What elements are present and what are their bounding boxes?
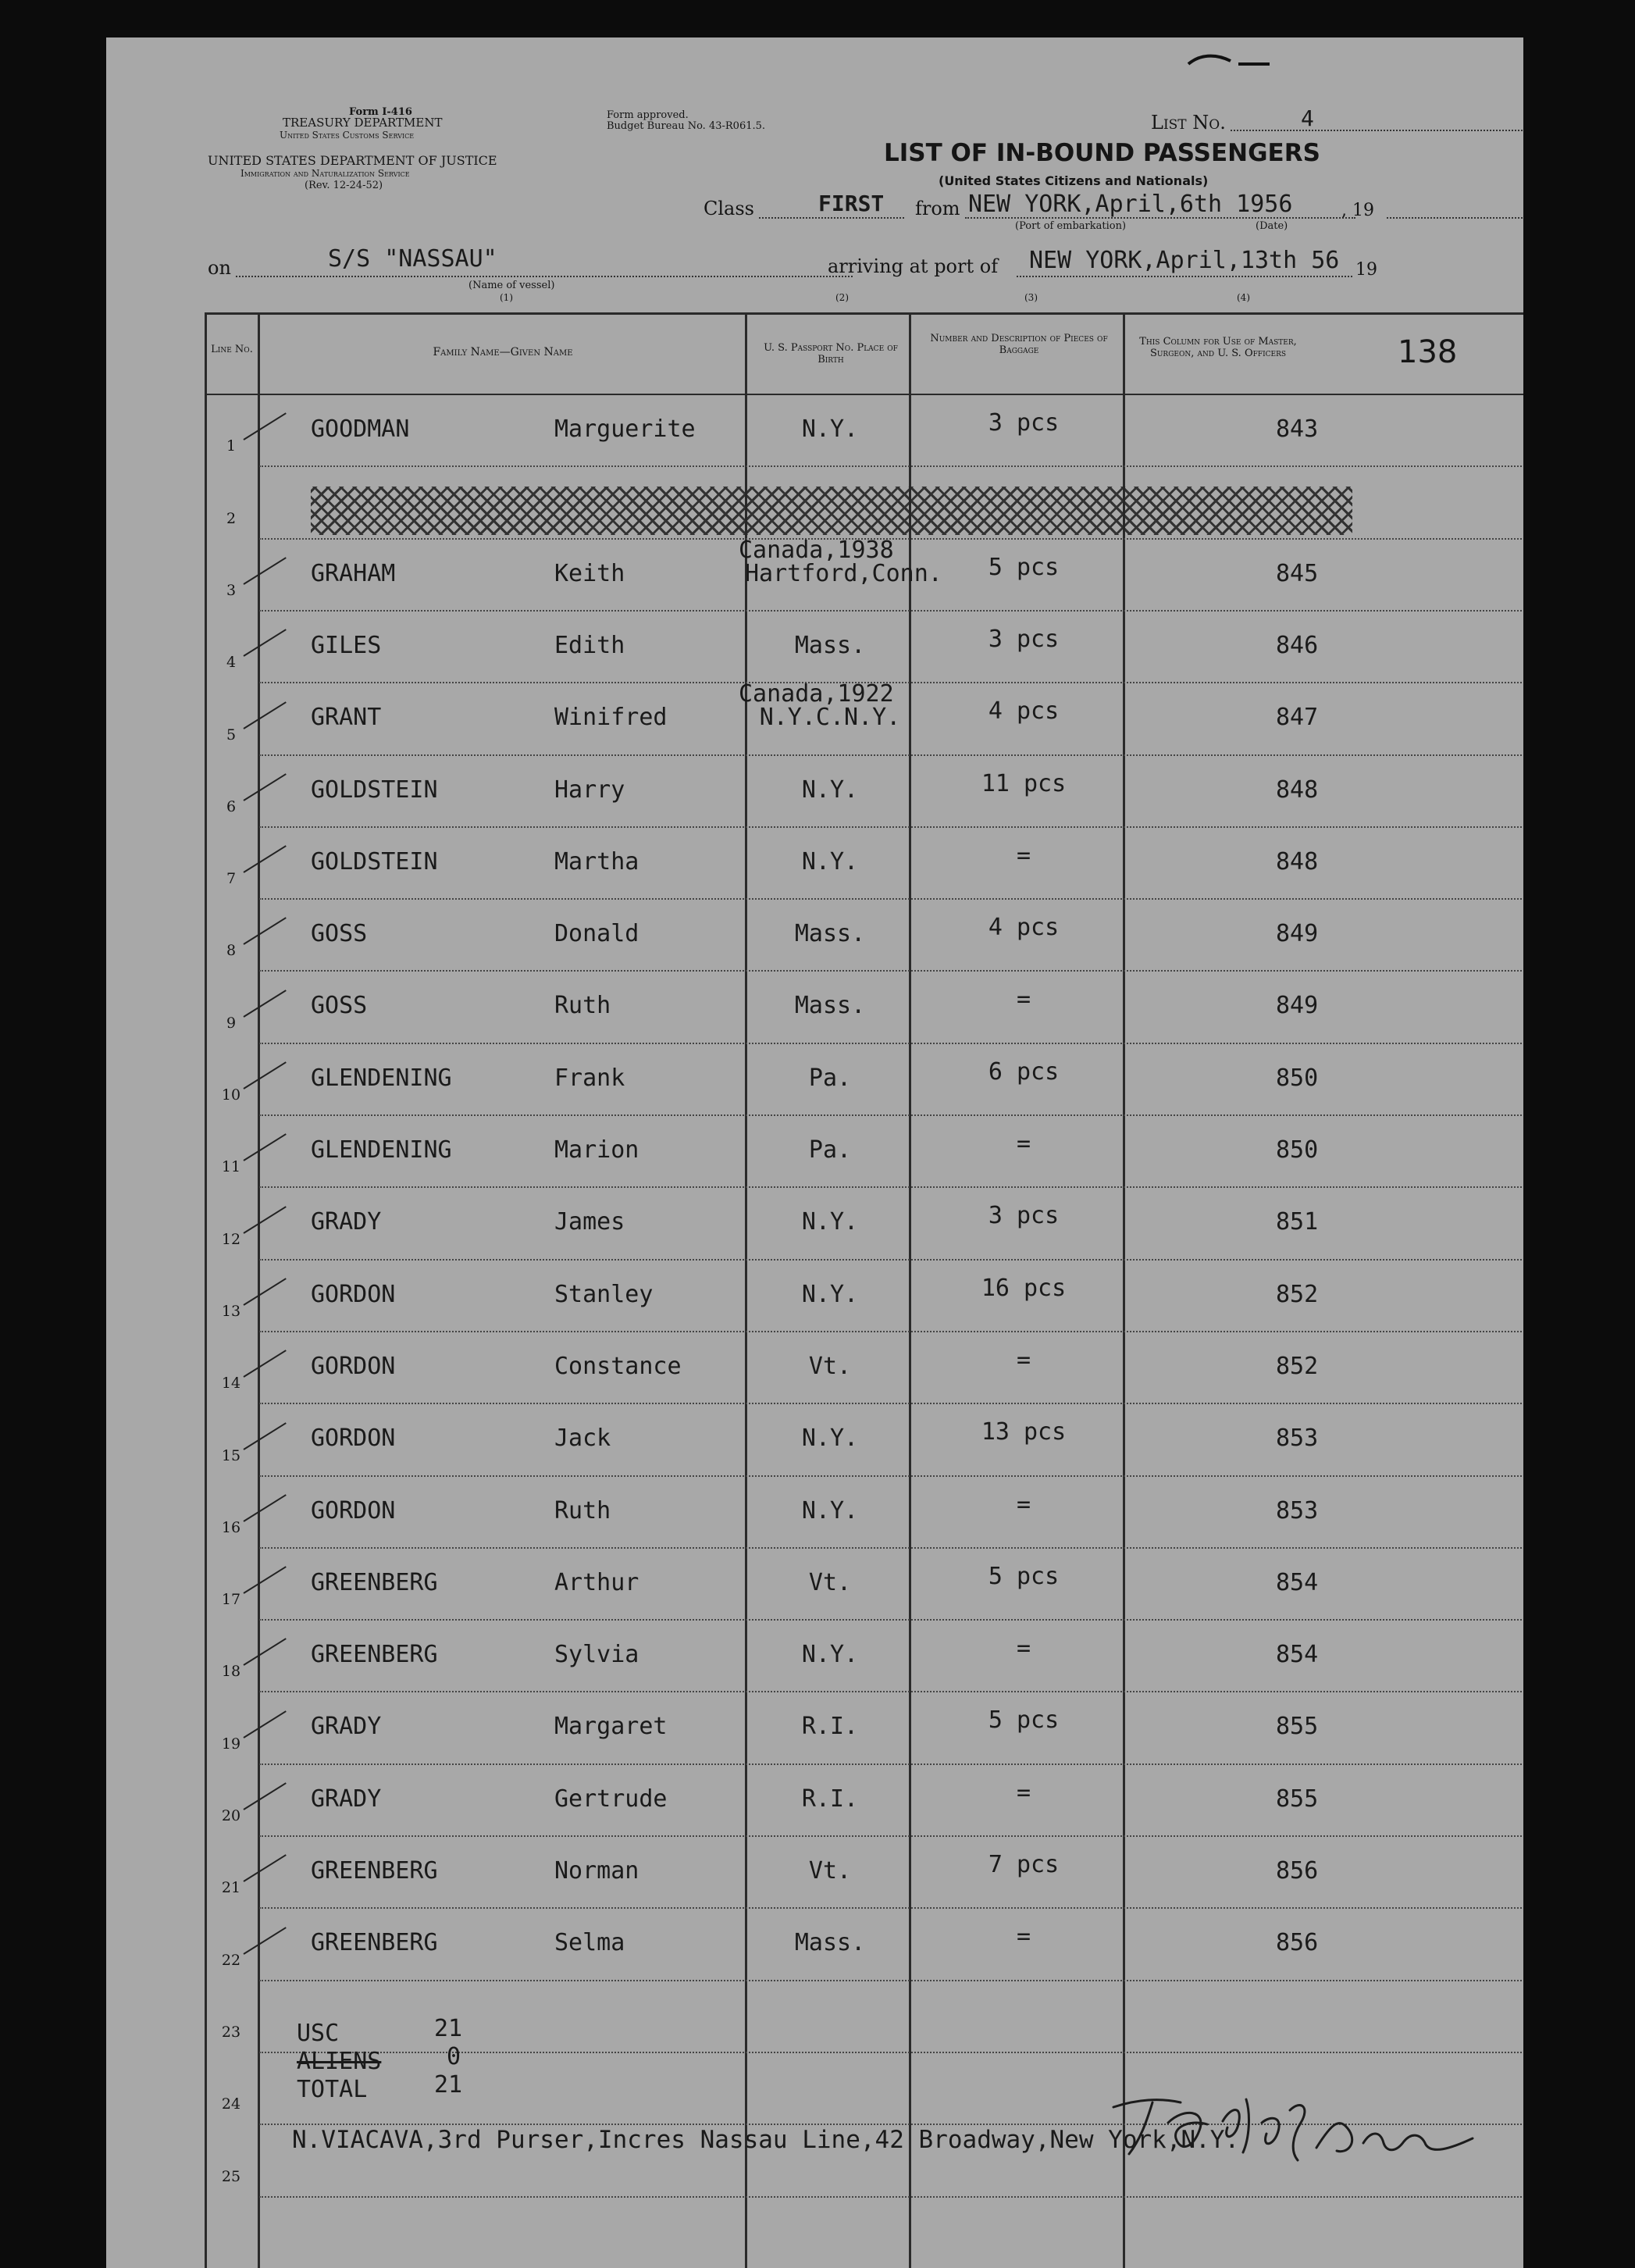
officer-number: 855: [1276, 1785, 1319, 1813]
baggage: 3 pcs: [988, 409, 1060, 437]
line-number: 24: [221, 2095, 241, 2113]
check-mark: [243, 1710, 286, 1738]
ins-service: Immigration and Naturalization Service: [240, 168, 410, 179]
given-name: Donald: [554, 920, 639, 947]
page-number: 138: [1398, 334, 1458, 370]
given-name: Edith: [554, 632, 625, 659]
row-separator: [259, 1475, 1523, 1477]
list-no-line: [1231, 130, 1523, 131]
line-number: 7: [226, 870, 237, 887]
line-number: 11: [221, 1158, 241, 1175]
list-no-value: 4: [1301, 105, 1314, 131]
place-of-birth: N.Y.: [801, 1425, 859, 1452]
col-no-3: (3): [1024, 292, 1038, 303]
row-separator: [259, 1619, 1523, 1621]
officer-number: 843: [1276, 415, 1319, 443]
check-mark: [243, 1350, 286, 1378]
col-header-baggage: Number and Description of Pieces of Baggage: [930, 333, 1108, 356]
line-number: 4: [226, 654, 237, 671]
given-name: Arthur: [554, 1569, 639, 1596]
officer-number: 847: [1276, 704, 1319, 731]
officer-number: 852: [1276, 1281, 1319, 1308]
family-name: GILES: [311, 632, 382, 659]
arriving-line: [1017, 276, 1352, 277]
family-name: GORDON: [311, 1281, 396, 1308]
baggage: 3 pcs: [988, 626, 1060, 653]
given-name: James: [554, 1208, 625, 1236]
col-no-4: (4): [1237, 292, 1250, 303]
justice-dept: UNITED STATES DEPARTMENT OF JUSTICE: [208, 153, 497, 168]
baggage: 6 pcs: [988, 1058, 1060, 1086]
col-divider-line: [258, 312, 260, 2268]
family-name: GRADY: [311, 1785, 382, 1813]
family-name: GORDON: [311, 1353, 396, 1380]
check-mark: [243, 557, 286, 585]
budget-bureau: Budget Bureau No. 43-R061.5.: [607, 120, 766, 132]
officer-number: 856: [1276, 1929, 1319, 1956]
officer-number: 850: [1276, 1136, 1319, 1164]
officer-signature: [1106, 2076, 1480, 2170]
given-name: Constance: [554, 1353, 682, 1380]
officer-number: 851: [1276, 1208, 1319, 1236]
officer-number: 849: [1276, 992, 1319, 1019]
from-value: NEW YORK,April,6th 1956: [968, 191, 1293, 218]
officer-number: 852: [1276, 1353, 1319, 1380]
row-separator: [259, 2196, 1523, 2198]
family-name: GREENBERG: [311, 1641, 438, 1668]
family-name: GOLDSTEIN: [311, 776, 438, 804]
check-mark: [243, 1854, 286, 1882]
from-label: from: [915, 198, 960, 219]
arriving-value: NEW YORK,April,13th 56: [1029, 247, 1340, 274]
given-name: Gertrude: [554, 1785, 668, 1813]
table-left-border: [205, 312, 207, 2268]
revision: (Rev. 12-24-52): [305, 180, 383, 191]
page-subtitle: (United States Citizens and Nationals): [939, 173, 1209, 188]
page-title: LIST OF IN-BOUND PASSENGERS: [884, 139, 1320, 167]
col-header-name: Family Name—Given Name: [433, 346, 573, 358]
class-value: FIRST: [818, 191, 885, 216]
line-number: 15: [221, 1447, 241, 1464]
place-of-birth: Vt.: [808, 1857, 852, 1885]
family-name: GLENDENING: [311, 1064, 452, 1092]
purser-line: N.VIACAVA,3rd Purser,Incres Nassau Line,42 Broadway,New York,N.Y.: [292, 2126, 1240, 2154]
given-name: Ruth: [554, 1497, 611, 1524]
place-of-birth: Mass.: [794, 632, 866, 659]
row-separator: [259, 1403, 1523, 1404]
treasury-dept: TREASURY DEPARTMENT: [283, 116, 443, 130]
line-number: 19: [221, 1735, 241, 1753]
col-header-passport: U. S. Passport No. Place of Birth: [764, 342, 898, 366]
check-mark: [243, 1133, 286, 1161]
line-number: 3: [226, 582, 237, 599]
family-name: GRADY: [311, 1208, 382, 1236]
given-name: Frank: [554, 1064, 625, 1092]
check-mark: [243, 1061, 286, 1089]
vessel-caption-no: (1): [500, 292, 513, 303]
baggage: =: [1016, 1346, 1031, 1374]
check-mark: [243, 1782, 286, 1810]
given-name: Winifred: [554, 704, 668, 731]
baggage: 5 pcs: [988, 554, 1060, 581]
given-name: Margaret: [554, 1713, 668, 1740]
row-separator: [259, 1835, 1523, 1837]
given-name: Norman: [554, 1857, 639, 1885]
col-header-line-no: Line No.: [211, 344, 253, 355]
place-of-birth: Mass.: [794, 920, 866, 947]
line-number: 17: [221, 1591, 241, 1608]
year-line-1: [1387, 217, 1523, 219]
struck-out-row: [311, 487, 1352, 535]
officer-number: 848: [1276, 848, 1319, 875]
given-name: Martha: [554, 848, 639, 875]
birth-country-year: Canada,1938: [739, 537, 894, 564]
given-name: Sylvia: [554, 1641, 639, 1668]
line-number: 8: [226, 942, 237, 959]
row-separator: [259, 610, 1523, 612]
baggage: =: [1016, 1491, 1031, 1518]
place-of-birth: Pa.: [808, 1064, 852, 1092]
family-name: GLENDENING: [311, 1136, 452, 1164]
arriving-label: arriving at port of: [828, 255, 999, 277]
line-number: 23: [221, 2024, 241, 2041]
place-of-birth: Pa.: [808, 1136, 852, 1164]
line-number: 22: [221, 1952, 241, 1969]
place-of-birth: Mass.: [794, 992, 866, 1019]
place-of-birth: N.Y.: [801, 415, 859, 443]
baggage: 11 pcs: [981, 770, 1067, 797]
baggage: =: [1016, 1635, 1031, 1662]
family-name: GREENBERG: [311, 1929, 438, 1956]
officer-number: 850: [1276, 1064, 1319, 1092]
check-mark: [243, 1566, 286, 1594]
row-separator: [259, 1259, 1523, 1261]
line-number: 16: [221, 1519, 241, 1536]
form-approved: Form approved.: [607, 109, 689, 121]
family-name: GREENBERG: [311, 1857, 438, 1885]
line-number: 20: [221, 1807, 241, 1824]
place-of-birth: N.Y.: [801, 1281, 859, 1308]
place-of-birth: N.Y.C.N.Y.: [759, 704, 901, 731]
family-name: GRANT: [311, 704, 382, 731]
row-separator: [259, 1114, 1523, 1116]
officer-number: 854: [1276, 1641, 1319, 1668]
check-mark: [243, 412, 286, 440]
port-embark-caption: (Port of embarkation): [1015, 220, 1127, 232]
place-of-birth: N.Y.: [801, 776, 859, 804]
check-mark: [243, 1927, 286, 1955]
row-separator: [259, 1907, 1523, 1909]
line-number: 25: [221, 2168, 241, 2185]
place-of-birth: R.I.: [801, 1713, 859, 1740]
family-name: GRADY: [311, 1713, 382, 1740]
line-number: 14: [221, 1375, 241, 1392]
col-header-officers: This Column for Use of Master, Surgeon, and U. S. Officers: [1139, 336, 1297, 359]
list-no-label: List No.: [1151, 112, 1226, 134]
row-separator: [259, 1186, 1523, 1188]
officer-number: 854: [1276, 1569, 1319, 1596]
family-name: GOLDSTEIN: [311, 848, 438, 875]
check-mark: [243, 1278, 286, 1306]
baggage: 5 pcs: [988, 1706, 1060, 1734]
baggage: =: [1016, 1923, 1031, 1950]
check-mark: [243, 773, 286, 801]
place-of-birth: Mass.: [794, 1929, 866, 1956]
check-mark: [243, 1206, 286, 1234]
row-separator: [259, 1547, 1523, 1549]
place-of-birth: Vt.: [808, 1569, 852, 1596]
baggage: 4 pcs: [988, 697, 1060, 725]
officer-number: 846: [1276, 632, 1319, 659]
table-header-border: [205, 394, 1523, 395]
year-suffix-1: , 19: [1341, 201, 1374, 220]
corner-mark: [1184, 41, 1277, 72]
officer-number: 855: [1276, 1713, 1319, 1740]
customs-service: United States Customs Service: [280, 130, 415, 141]
given-name: Stanley: [554, 1281, 654, 1308]
family-name: GOSS: [311, 992, 368, 1019]
check-mark: [243, 629, 286, 657]
total-value: 21: [434, 2071, 463, 2099]
officer-number: 849: [1276, 920, 1319, 947]
line-number: 5: [226, 726, 237, 744]
aliens-label: ALIENS: [297, 2048, 382, 2075]
row-separator: [259, 465, 1523, 467]
class-line: [759, 217, 904, 219]
given-name: Harry: [554, 776, 625, 804]
check-mark: [243, 1422, 286, 1450]
row-separator: [259, 1043, 1523, 1044]
col-no-2: (2): [835, 292, 849, 303]
vessel-line: [236, 276, 853, 277]
family-name: GORDON: [311, 1425, 396, 1452]
manifest-page: [106, 37, 1523, 2268]
line-number: 2: [226, 510, 237, 527]
vessel-caption: (Name of vessel): [468, 280, 555, 291]
place-of-birth: N.Y.: [801, 1641, 859, 1668]
baggage: =: [1016, 1130, 1031, 1157]
row-separator: [259, 1763, 1523, 1765]
given-name: Keith: [554, 560, 625, 587]
officer-number: 848: [1276, 776, 1319, 804]
place-of-birth: R.I.: [801, 1785, 859, 1813]
on-label: on: [208, 257, 231, 279]
check-mark: [243, 990, 286, 1018]
officer-number: 856: [1276, 1857, 1319, 1885]
line-number: 10: [221, 1086, 241, 1104]
baggage: 4 pcs: [988, 914, 1060, 941]
form-number: Form I-416: [349, 106, 412, 118]
line-number: 1: [226, 437, 237, 455]
baggage: =: [1016, 842, 1031, 869]
usc-value: 21: [434, 2015, 463, 2042]
row-separator: [259, 970, 1523, 972]
check-mark: [243, 917, 286, 945]
line-number: 21: [221, 1879, 241, 1896]
check-mark: [243, 1638, 286, 1666]
line-number: 18: [221, 1663, 241, 1680]
baggage: 5 pcs: [988, 1563, 1060, 1590]
line-number: 9: [226, 1015, 237, 1032]
line-number: 12: [221, 1231, 241, 1248]
place-of-birth: Hartford,Conn.: [745, 560, 942, 587]
place-of-birth: Vt.: [808, 1353, 852, 1380]
year-suffix-2: 19: [1355, 260, 1377, 280]
family-name: GOSS: [311, 920, 368, 947]
baggage: 13 pcs: [981, 1418, 1067, 1446]
usc-label: USC: [297, 2020, 340, 2047]
given-name: Jack: [554, 1425, 611, 1452]
vessel-name: S/S "NASSAU": [328, 245, 497, 273]
check-mark: [243, 701, 286, 729]
baggage: =: [1016, 1779, 1031, 1806]
date-caption: (Date): [1256, 220, 1288, 232]
given-name: Ruth: [554, 992, 611, 1019]
given-name: Marion: [554, 1136, 639, 1164]
line-number: 13: [221, 1303, 241, 1320]
family-name: GREENBERG: [311, 1569, 438, 1596]
family-name: GOODMAN: [311, 415, 410, 443]
row-separator: [259, 826, 1523, 828]
place-of-birth: N.Y.: [801, 1497, 859, 1524]
place-of-birth: N.Y.: [801, 1208, 859, 1236]
baggage: =: [1016, 986, 1031, 1013]
officer-number: 853: [1276, 1425, 1319, 1452]
aliens-value: 0: [447, 2043, 461, 2070]
table-top-border: [205, 312, 1523, 315]
row-separator: [259, 1980, 1523, 1981]
check-mark: [243, 845, 286, 873]
check-mark: [243, 1494, 286, 1522]
officer-number: 845: [1276, 560, 1319, 587]
baggage: 16 pcs: [981, 1275, 1067, 1302]
row-separator: [259, 1691, 1523, 1692]
row-separator: [259, 898, 1523, 900]
family-name: GORDON: [311, 1497, 396, 1524]
total-label: TOTAL: [297, 2076, 368, 2103]
baggage: 3 pcs: [988, 1202, 1060, 1229]
row-separator: [259, 1331, 1523, 1332]
birth-country-year: Canada,1922: [739, 680, 894, 708]
place-of-birth: N.Y.: [801, 848, 859, 875]
given-name: Selma: [554, 1929, 625, 1956]
row-separator: [259, 754, 1523, 756]
officer-number: 853: [1276, 1497, 1319, 1524]
given-name: Marguerite: [554, 415, 696, 443]
class-label: Class: [704, 198, 754, 219]
family-name: GRAHAM: [311, 560, 396, 587]
line-number: 6: [226, 798, 237, 815]
baggage: 7 pcs: [988, 1851, 1060, 1878]
